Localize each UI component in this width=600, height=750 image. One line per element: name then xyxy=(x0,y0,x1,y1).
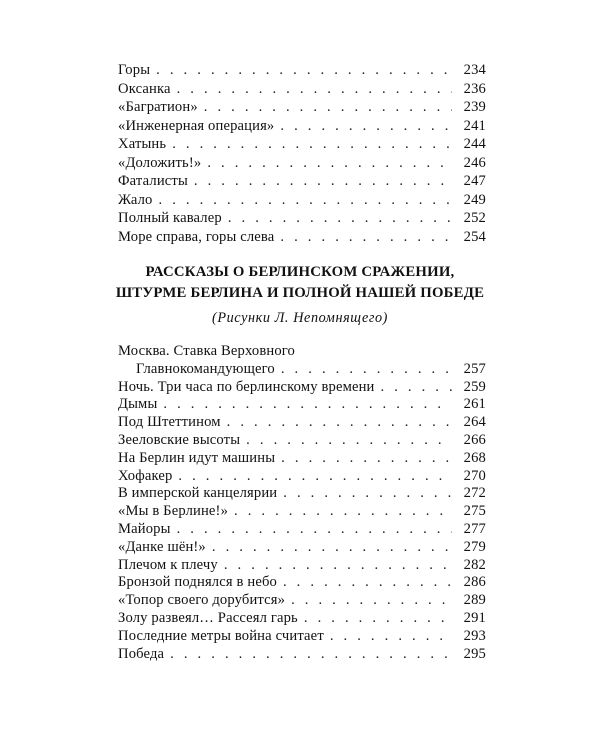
dot-leader xyxy=(281,361,452,379)
toc-entry xyxy=(118,191,486,210)
toc-entry-page: 277 xyxy=(463,520,486,537)
toc-entry-page: 244 xyxy=(463,136,486,152)
toc-entry-page: 259 xyxy=(463,378,486,395)
toc-entry-page: 249 xyxy=(463,191,486,208)
section-heading-line-1: РАССКАЗЫ О БЕРЛИНСКОМ СРАЖЕНИИ, xyxy=(145,264,455,280)
toc-entry xyxy=(118,468,486,486)
toc-entry-page: 246 xyxy=(463,154,486,171)
toc-entry-title: Жало xyxy=(118,191,153,208)
toc-entry xyxy=(118,228,486,247)
toc-entry-page: 247 xyxy=(463,173,486,189)
section-heading-line-2: ШТУРМЕ БЕРЛИНА И ПОЛНОЙ НАШЕЙ ПОБЕДЕ xyxy=(115,285,485,301)
dot-leader xyxy=(227,414,452,432)
section-heading-block xyxy=(0,262,600,327)
toc-entry-multiline xyxy=(118,343,486,361)
toc-entry xyxy=(118,154,486,173)
toc-entry-page: 291 xyxy=(463,609,486,626)
toc-entry-page: 236 xyxy=(463,80,486,97)
dot-leader xyxy=(204,98,452,117)
toc-entry xyxy=(118,80,486,99)
dot-leader xyxy=(156,61,452,80)
dot-leader xyxy=(194,172,452,191)
toc-entry-title: Золу развеял… Рассеял гарь xyxy=(118,609,298,626)
toc-entry-title: Ночь. Три часа по берлинскому времени xyxy=(118,378,375,395)
toc-entry-title: Последние метры война считает xyxy=(118,627,324,644)
toc-entry-title: Море справа, горы слева xyxy=(118,228,275,245)
toc-entry-page: 252 xyxy=(463,210,486,226)
toc-entry-title: Дымы xyxy=(118,396,158,413)
toc-entry-page: 279 xyxy=(463,538,486,555)
toc-entry-page: 239 xyxy=(463,99,486,115)
toc-entry xyxy=(118,628,486,646)
toc-entry-page: 266 xyxy=(463,431,486,448)
toc-entry xyxy=(118,61,486,80)
toc-entry-page: 234 xyxy=(463,62,486,78)
dot-leader xyxy=(291,592,452,610)
toc-entry xyxy=(118,414,486,432)
dot-leader xyxy=(224,557,452,575)
toc-entry xyxy=(118,485,486,503)
toc-entry xyxy=(118,539,486,557)
toc-entry xyxy=(118,503,486,521)
toc-entry-page: 293 xyxy=(463,627,486,644)
toc-entry-title: «Данке шён!» xyxy=(118,538,206,555)
toc-entry xyxy=(118,557,486,575)
dot-leader xyxy=(234,503,452,521)
toc-entry xyxy=(118,610,486,628)
toc-entry-page: 272 xyxy=(463,485,486,502)
dot-leader xyxy=(304,610,452,628)
dot-leader xyxy=(159,191,453,210)
toc-entry xyxy=(118,592,486,610)
toc-entry xyxy=(118,172,486,191)
dot-leader xyxy=(177,521,452,539)
toc-entry-page: 257 xyxy=(463,360,486,377)
dot-leader xyxy=(381,379,452,397)
toc-entry xyxy=(118,117,486,136)
toc-entry-continuation xyxy=(118,361,486,379)
toc-entry-title: Под Штеттином xyxy=(118,414,221,431)
toc-entry xyxy=(118,432,486,450)
toc-entry-title: На Берлин идут машины xyxy=(118,449,276,466)
toc-entry-page: 264 xyxy=(463,414,486,431)
toc-entry xyxy=(118,379,486,397)
toc-entry-title: Оксанка xyxy=(118,80,171,97)
toc-entry-page: 261 xyxy=(463,396,486,413)
dot-leader xyxy=(280,228,452,247)
toc-entry-title: «Мы в Берлине!» xyxy=(118,503,229,520)
dot-leader xyxy=(163,396,452,414)
toc-entry-title: Хофакер xyxy=(118,467,173,484)
toc-entry-page: 241 xyxy=(463,117,486,134)
toc-entry-title: «Багратион» xyxy=(118,99,198,115)
toc-entry-title: Бронзой поднялся в небо xyxy=(118,574,277,591)
toc-entry xyxy=(118,450,486,468)
dot-leader xyxy=(212,539,452,557)
toc-entry-page: 254 xyxy=(463,228,486,245)
toc-list-part2 xyxy=(118,343,486,663)
dot-leader xyxy=(281,450,452,468)
toc-entry-title: В имперской канцелярии xyxy=(118,485,278,502)
toc-entry-title: Хатынь xyxy=(118,136,167,152)
dot-leader xyxy=(283,574,452,592)
toc-entry-page: 282 xyxy=(463,556,486,573)
dot-leader xyxy=(207,154,452,173)
toc-entry xyxy=(118,98,486,117)
toc-entry xyxy=(118,646,486,664)
dot-leader xyxy=(178,468,452,486)
toc-entry-title: Полный кавалер xyxy=(118,210,222,226)
toc-entry-title: «Топор своего дорубится» xyxy=(118,592,286,609)
toc-entry-title: Майоры xyxy=(118,520,171,537)
toc-entry-title: Горы xyxy=(118,62,151,78)
toc-entry-title: Москва. Ставка Верховного xyxy=(118,343,295,359)
dot-leader xyxy=(246,432,452,450)
toc-entry-page: 270 xyxy=(463,467,486,484)
dot-leader xyxy=(228,209,452,228)
toc-list-part1 xyxy=(118,61,486,246)
toc-entry-title: «Доложить!» xyxy=(118,154,202,171)
toc-entry-title-cont: Главнокомандующего xyxy=(136,360,275,377)
toc-entry-page: 268 xyxy=(463,449,486,466)
toc-entry xyxy=(118,135,486,154)
toc-entry-title: «Инженерная операция» xyxy=(118,117,275,134)
toc-entry-title: Победа xyxy=(118,645,165,662)
dot-leader xyxy=(330,628,452,646)
toc-entry-title: Плечом к плечу xyxy=(118,556,218,573)
toc-entry xyxy=(118,209,486,228)
dot-leader xyxy=(170,646,452,664)
toc-entry-page: 275 xyxy=(463,503,486,520)
toc-entry xyxy=(118,521,486,539)
toc-entry-page: 286 xyxy=(463,574,486,591)
section-subtitle: (Рисунки Л. Непомнящего) xyxy=(212,310,388,326)
toc-entry-page: 289 xyxy=(463,592,486,609)
dot-leader xyxy=(280,117,452,136)
toc-entry-title: Фаталисты xyxy=(118,173,188,189)
toc-entry xyxy=(118,396,486,414)
toc-entry-title: Зееловские высоты xyxy=(118,431,241,448)
toc-entry xyxy=(118,574,486,592)
dot-leader xyxy=(172,135,452,154)
toc-entry-page: 295 xyxy=(463,645,486,662)
dot-leader xyxy=(283,485,452,503)
dot-leader xyxy=(177,80,452,99)
